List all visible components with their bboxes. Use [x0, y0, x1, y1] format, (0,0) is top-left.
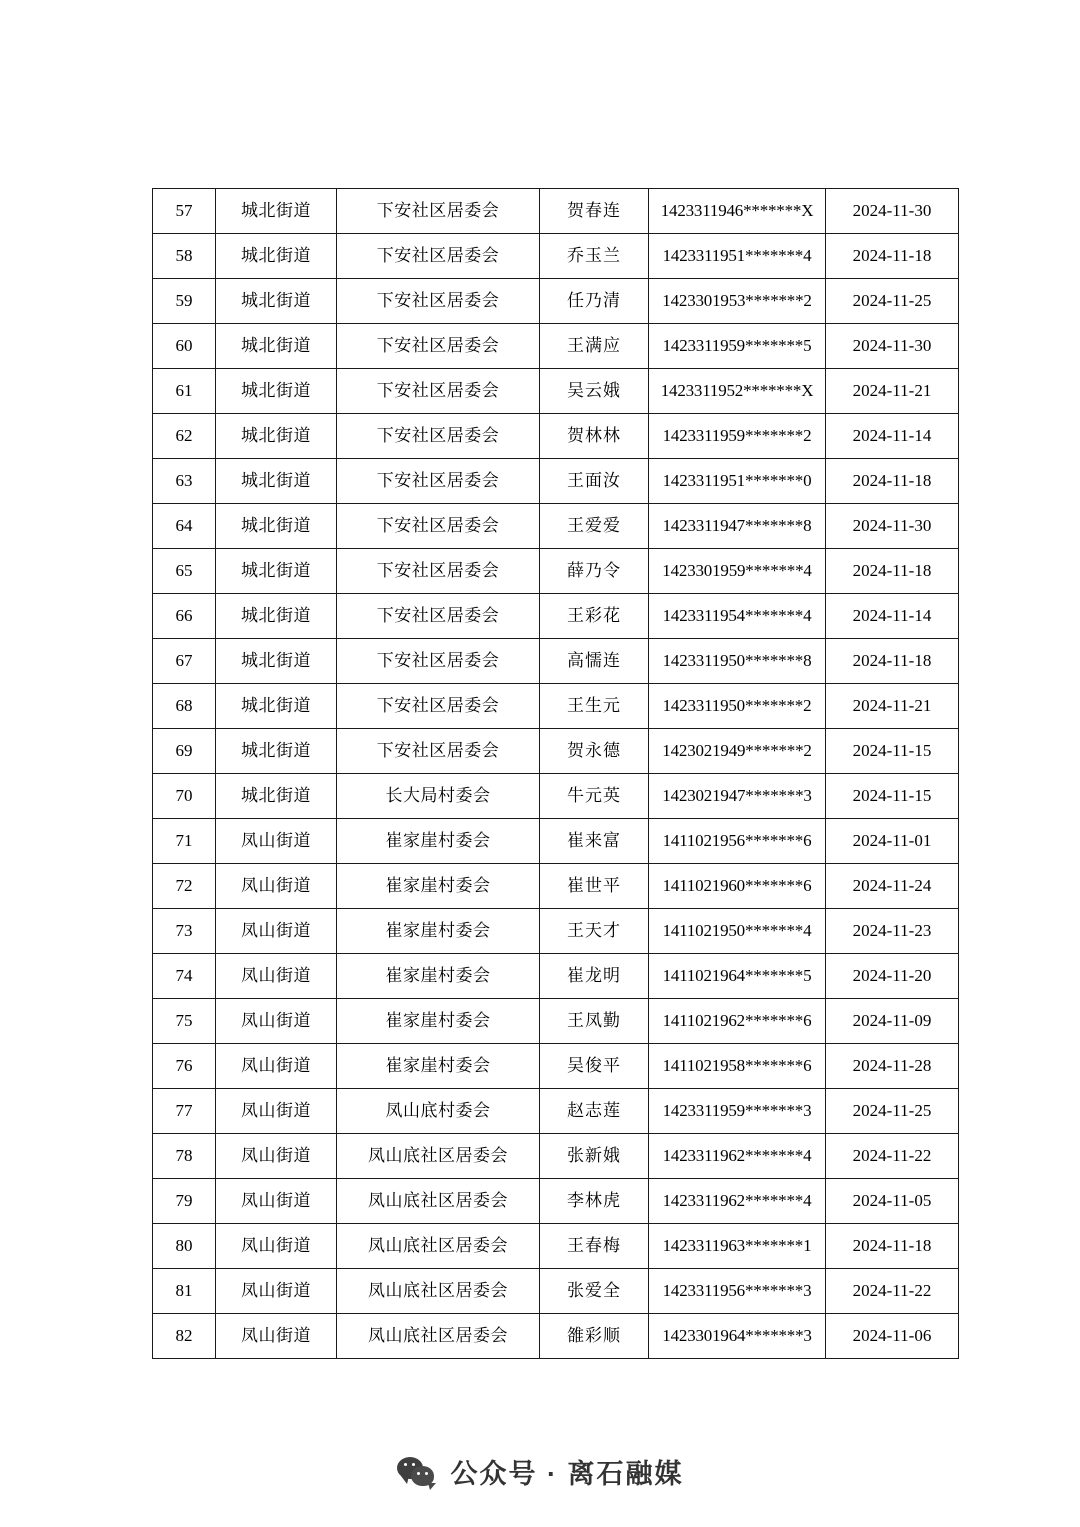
table-row	[153, 684, 959, 729]
row-date: 2024-11-06	[826, 1314, 959, 1359]
table-row	[153, 594, 959, 639]
table-row	[153, 279, 959, 324]
row-name: 贺永德	[540, 729, 649, 774]
row-street: 城北街道	[216, 774, 337, 819]
row-organization: 下安社区居委会	[337, 459, 540, 504]
row-id-number: 1423311952*******X	[649, 369, 826, 414]
row-id-number: 1423301964*******3	[649, 1314, 826, 1359]
table-row	[153, 1179, 959, 1224]
row-date: 2024-11-30	[826, 504, 959, 549]
row-name: 崔龙明	[540, 954, 649, 999]
row-date: 2024-11-21	[826, 369, 959, 414]
row-street: 城北街道	[216, 369, 337, 414]
table-row	[153, 549, 959, 594]
row-id-number: 1423311963*******1	[649, 1224, 826, 1269]
row-name: 李林虎	[540, 1179, 649, 1224]
row-street: 凤山街道	[216, 1179, 337, 1224]
row-organization: 下安社区居委会	[337, 729, 540, 774]
row-index: 76	[153, 1044, 216, 1089]
roster-table	[152, 188, 959, 1359]
row-street: 城北街道	[216, 459, 337, 504]
row-organization: 下安社区居委会	[337, 639, 540, 684]
row-id-number: 1423311946*******X	[649, 189, 826, 234]
row-id-number: 1423311951*******4	[649, 234, 826, 279]
row-organization: 下安社区居委会	[337, 189, 540, 234]
table-row	[153, 459, 959, 504]
row-name: 任乃清	[540, 279, 649, 324]
row-date: 2024-11-22	[826, 1134, 959, 1179]
table-row	[153, 864, 959, 909]
row-organization: 下安社区居委会	[337, 594, 540, 639]
row-date: 2024-11-28	[826, 1044, 959, 1089]
row-name: 薛乃令	[540, 549, 649, 594]
row-street: 凤山街道	[216, 1269, 337, 1314]
row-organization: 下安社区居委会	[337, 684, 540, 729]
row-name: 王凤勤	[540, 999, 649, 1044]
row-organization: 凤山底村委会	[337, 1089, 540, 1134]
table-row	[153, 1089, 959, 1134]
table-row	[153, 1269, 959, 1314]
row-name: 赵志莲	[540, 1089, 649, 1134]
row-index: 63	[153, 459, 216, 504]
row-id-number: 1411021960*******6	[649, 864, 826, 909]
row-street: 凤山街道	[216, 954, 337, 999]
row-street: 城北街道	[216, 684, 337, 729]
row-name: 贺春连	[540, 189, 649, 234]
row-index: 62	[153, 414, 216, 459]
table-row	[153, 639, 959, 684]
row-name: 雒彩顺	[540, 1314, 649, 1359]
row-index: 58	[153, 234, 216, 279]
table-row	[153, 234, 959, 279]
table-row	[153, 729, 959, 774]
row-date: 2024-11-15	[826, 729, 959, 774]
row-street: 城北街道	[216, 594, 337, 639]
row-date: 2024-11-25	[826, 279, 959, 324]
table-row	[153, 819, 959, 864]
row-date: 2024-11-23	[826, 909, 959, 954]
table-row	[153, 504, 959, 549]
row-date: 2024-11-01	[826, 819, 959, 864]
row-organization: 长大局村委会	[337, 774, 540, 819]
table-row	[153, 999, 959, 1044]
row-index: 75	[153, 999, 216, 1044]
row-name: 崔世平	[540, 864, 649, 909]
page-footer	[0, 1452, 1080, 1494]
table-row	[153, 1134, 959, 1179]
row-index: 66	[153, 594, 216, 639]
table-row	[153, 189, 959, 234]
row-date: 2024-11-18	[826, 549, 959, 594]
row-name: 王天才	[540, 909, 649, 954]
row-date: 2024-11-15	[826, 774, 959, 819]
row-date: 2024-11-30	[826, 324, 959, 369]
row-organization: 凤山底社区居委会	[337, 1179, 540, 1224]
row-name: 王面汝	[540, 459, 649, 504]
wechat-icon	[397, 1455, 437, 1489]
row-name: 王满应	[540, 324, 649, 369]
row-id-number: 1423311950*******2	[649, 684, 826, 729]
row-organization: 凤山底社区居委会	[337, 1134, 540, 1179]
row-id-number: 1423311951*******0	[649, 459, 826, 504]
row-organization: 下安社区居委会	[337, 234, 540, 279]
row-index: 72	[153, 864, 216, 909]
row-index: 70	[153, 774, 216, 819]
row-street: 城北街道	[216, 189, 337, 234]
row-index: 77	[153, 1089, 216, 1134]
row-id-number: 1423311950*******8	[649, 639, 826, 684]
row-street: 城北街道	[216, 324, 337, 369]
row-date: 2024-11-25	[826, 1089, 959, 1134]
row-name: 王爱爱	[540, 504, 649, 549]
table-row	[153, 1224, 959, 1269]
row-name: 张新娥	[540, 1134, 649, 1179]
row-date: 2024-11-22	[826, 1269, 959, 1314]
row-id-number: 1411021950*******4	[649, 909, 826, 954]
row-name: 王生元	[540, 684, 649, 729]
row-name: 张爱全	[540, 1269, 649, 1314]
table-row	[153, 324, 959, 369]
row-street: 城北街道	[216, 234, 337, 279]
row-date: 2024-11-09	[826, 999, 959, 1044]
row-organization: 下安社区居委会	[337, 414, 540, 459]
roster-table-body	[153, 189, 959, 1359]
row-id-number: 1423311959*******3	[649, 1089, 826, 1134]
row-street: 城北街道	[216, 279, 337, 324]
row-organization: 下安社区居委会	[337, 369, 540, 414]
row-id-number: 1423311954*******4	[649, 594, 826, 639]
row-id-number: 1411021964*******5	[649, 954, 826, 999]
row-date: 2024-11-14	[826, 594, 959, 639]
row-street: 凤山街道	[216, 819, 337, 864]
row-organization: 崔家崖村委会	[337, 909, 540, 954]
row-name: 贺林林	[540, 414, 649, 459]
row-street: 凤山街道	[216, 1044, 337, 1089]
row-id-number: 1423301953*******2	[649, 279, 826, 324]
table-row	[153, 369, 959, 414]
row-index: 57	[153, 189, 216, 234]
row-index: 80	[153, 1224, 216, 1269]
row-date: 2024-11-21	[826, 684, 959, 729]
row-index: 65	[153, 549, 216, 594]
row-index: 61	[153, 369, 216, 414]
row-name: 王彩花	[540, 594, 649, 639]
row-date: 2024-11-20	[826, 954, 959, 999]
table-row	[153, 414, 959, 459]
row-street: 凤山街道	[216, 1314, 337, 1359]
row-organization: 崔家崖村委会	[337, 819, 540, 864]
row-index: 64	[153, 504, 216, 549]
row-index: 79	[153, 1179, 216, 1224]
row-index: 71	[153, 819, 216, 864]
row-index: 69	[153, 729, 216, 774]
row-date: 2024-11-14	[826, 414, 959, 459]
row-street: 城北街道	[216, 639, 337, 684]
row-date: 2024-11-30	[826, 189, 959, 234]
row-name: 崔来富	[540, 819, 649, 864]
row-index: 81	[153, 1269, 216, 1314]
row-organization: 下安社区居委会	[337, 504, 540, 549]
wechat-account-line	[397, 1452, 684, 1491]
row-street: 城北街道	[216, 414, 337, 459]
row-date: 2024-11-18	[826, 1224, 959, 1269]
row-name: 牛元英	[540, 774, 649, 819]
row-index: 67	[153, 639, 216, 684]
row-date: 2024-11-18	[826, 234, 959, 279]
row-date: 2024-11-18	[826, 459, 959, 504]
roster-table-container	[152, 188, 932, 1359]
row-id-number: 1411021962*******6	[649, 999, 826, 1044]
row-street: 城北街道	[216, 549, 337, 594]
row-id-number: 1423311959*******2	[649, 414, 826, 459]
row-id-number: 1411021958*******6	[649, 1044, 826, 1089]
row-name: 王春梅	[540, 1224, 649, 1269]
row-street: 凤山街道	[216, 1089, 337, 1134]
row-organization: 崔家崖村委会	[337, 1044, 540, 1089]
row-id-number: 1423301959*******4	[649, 549, 826, 594]
row-name: 乔玉兰	[540, 234, 649, 279]
row-organization: 凤山底社区居委会	[337, 1269, 540, 1314]
row-id-number: 1423311956*******3	[649, 1269, 826, 1314]
row-organization: 下安社区居委会	[337, 324, 540, 369]
row-index: 78	[153, 1134, 216, 1179]
table-row	[153, 774, 959, 819]
row-date: 2024-11-05	[826, 1179, 959, 1224]
table-row	[153, 909, 959, 954]
row-street: 城北街道	[216, 729, 337, 774]
row-organization: 下安社区居委会	[337, 279, 540, 324]
row-street: 凤山街道	[216, 864, 337, 909]
row-index: 59	[153, 279, 216, 324]
row-id-number: 1423021949*******2	[649, 729, 826, 774]
row-organization: 崔家崖村委会	[337, 864, 540, 909]
row-id-number: 1423311962*******4	[649, 1134, 826, 1179]
table-row	[153, 1044, 959, 1089]
row-organization: 下安社区居委会	[337, 549, 540, 594]
table-row	[153, 954, 959, 999]
row-id-number: 1423311959*******5	[649, 324, 826, 369]
row-street: 凤山街道	[216, 1224, 337, 1269]
row-organization: 崔家崖村委会	[337, 999, 540, 1044]
row-organization: 崔家崖村委会	[337, 954, 540, 999]
table-row	[153, 1314, 959, 1359]
row-index: 60	[153, 324, 216, 369]
row-index: 68	[153, 684, 216, 729]
row-street: 凤山街道	[216, 1134, 337, 1179]
row-index: 73	[153, 909, 216, 954]
row-index: 74	[153, 954, 216, 999]
row-street: 凤山街道	[216, 999, 337, 1044]
row-organization: 凤山底社区居委会	[337, 1224, 540, 1269]
row-name: 高懦连	[540, 639, 649, 684]
row-date: 2024-11-18	[826, 639, 959, 684]
row-id-number: 1423021947*******3	[649, 774, 826, 819]
row-organization: 凤山底社区居委会	[337, 1314, 540, 1359]
row-name: 吴云娥	[540, 369, 649, 414]
row-index: 82	[153, 1314, 216, 1359]
row-date: 2024-11-24	[826, 864, 959, 909]
wechat-account-label: 公众号 · 离石融媒	[450, 1459, 684, 1489]
row-id-number: 1411021956*******6	[649, 819, 826, 864]
row-id-number: 1423311962*******4	[649, 1179, 826, 1224]
row-id-number: 1423311947*******8	[649, 504, 826, 549]
row-street: 城北街道	[216, 504, 337, 549]
row-street: 凤山街道	[216, 909, 337, 954]
row-name: 吴俊平	[540, 1044, 649, 1089]
